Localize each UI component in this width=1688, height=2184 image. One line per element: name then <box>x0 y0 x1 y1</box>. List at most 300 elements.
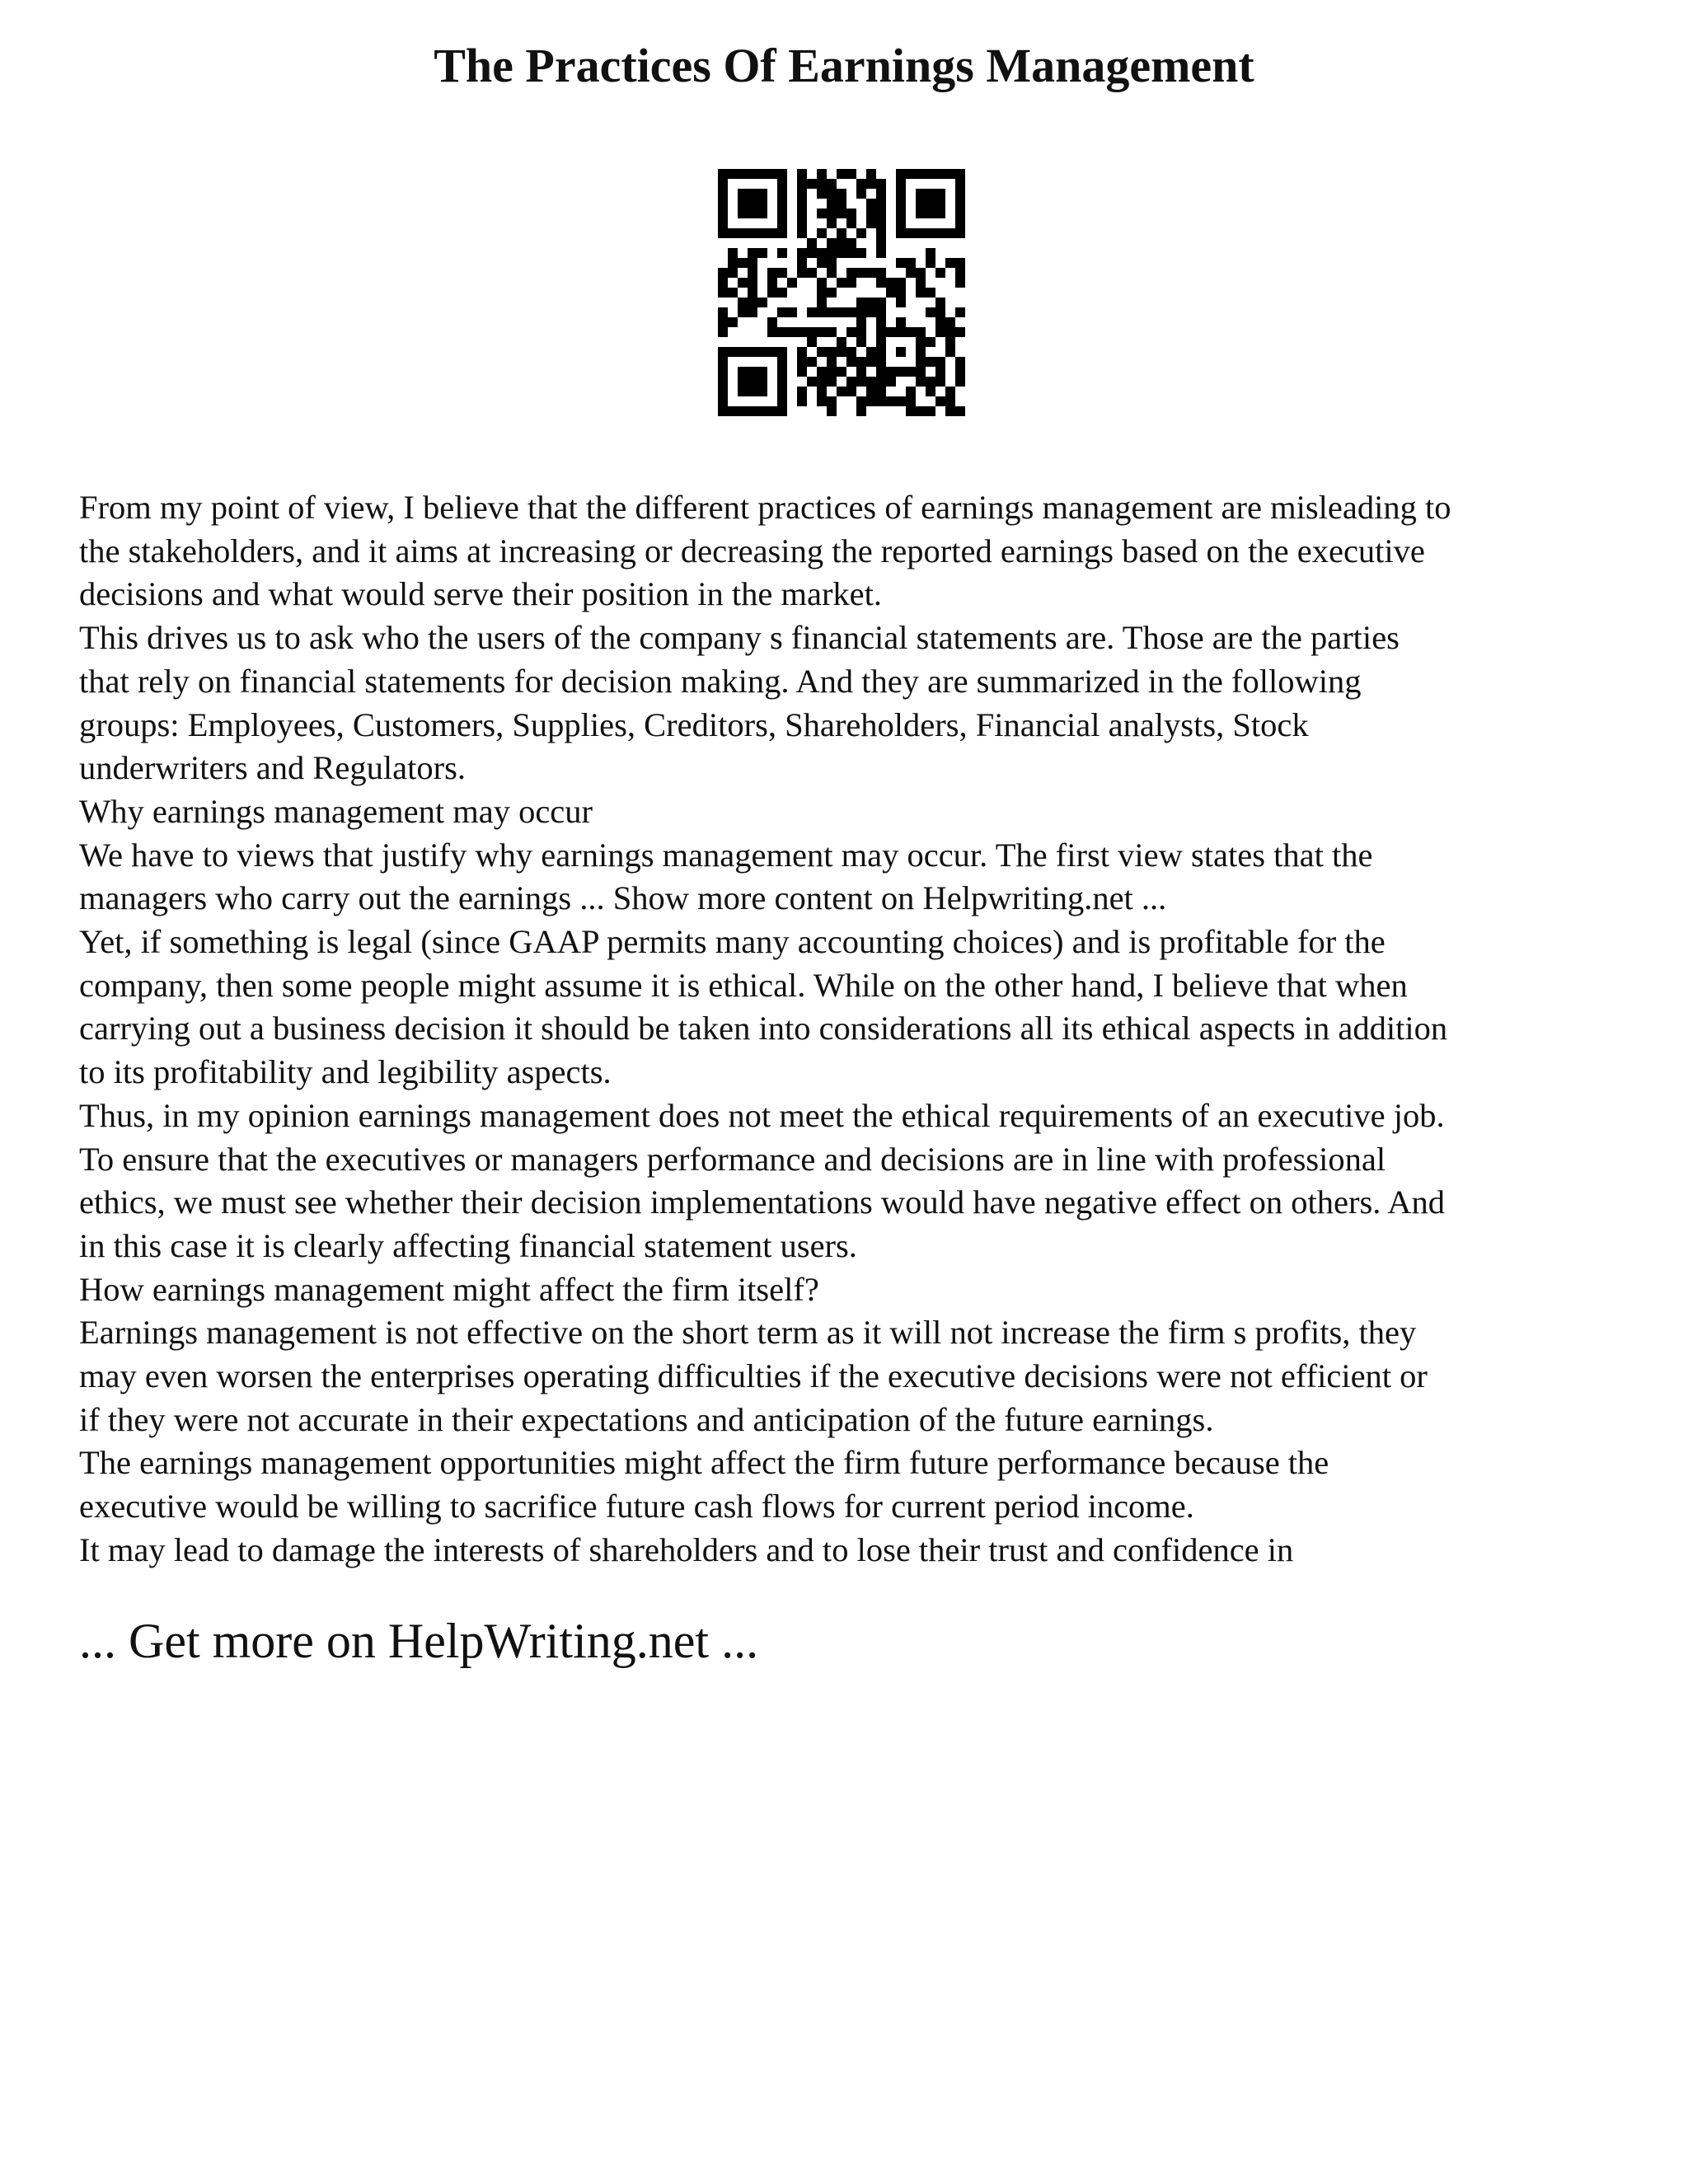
qr-module <box>846 327 856 337</box>
qr-module <box>866 179 876 189</box>
qr-module <box>856 307 866 317</box>
qr-module <box>856 396 866 406</box>
body-line: To ensure that the executives or managers performance and decisions are in line with professional <box>79 1140 1386 1178</box>
qr-module <box>807 179 817 189</box>
qr-module <box>748 248 757 258</box>
qr-module <box>777 347 787 357</box>
qr-module <box>916 327 926 337</box>
qr-module <box>718 209 728 218</box>
qr-module <box>955 367 965 377</box>
body-line: Earnings management is not effective on the short term as it will not increase the firm s profits, they <box>79 1314 1417 1352</box>
qr-module <box>817 278 827 288</box>
qr-module <box>916 278 926 288</box>
qr-module <box>935 268 945 278</box>
qr-module <box>876 218 886 228</box>
qr-module <box>757 406 767 416</box>
body-line: Why earnings management may occur <box>79 792 593 830</box>
qr-module <box>906 268 916 278</box>
qr-module <box>876 238 886 248</box>
qr-module <box>718 327 728 337</box>
qr-module <box>728 317 738 327</box>
qr-module <box>757 347 767 357</box>
qr-module <box>777 288 787 298</box>
qr-module <box>935 357 945 367</box>
qr-module <box>777 228 787 238</box>
qr-module <box>876 228 886 238</box>
qr-module <box>757 199 767 209</box>
qr-module <box>896 396 906 406</box>
qr-module <box>748 228 757 238</box>
qr-module <box>916 347 926 357</box>
qr-module <box>797 228 807 238</box>
qr-module <box>827 258 837 268</box>
qr-module <box>837 278 846 288</box>
qr-module <box>856 357 866 367</box>
qr-module <box>935 209 945 218</box>
qr-module <box>827 347 837 357</box>
qr-module <box>797 396 807 406</box>
qr-module <box>876 307 886 317</box>
qr-module <box>906 367 916 377</box>
qr-module <box>797 327 807 337</box>
qr-module <box>886 367 896 377</box>
qr-module <box>728 288 738 298</box>
qr-module <box>718 387 728 396</box>
qr-module <box>876 387 886 396</box>
qr-module <box>738 258 748 268</box>
qr-module <box>787 327 797 337</box>
qr-module <box>846 218 856 228</box>
qr-module <box>817 347 827 357</box>
qr-module <box>738 189 748 199</box>
qr-module <box>926 189 935 199</box>
qr-module <box>926 199 935 209</box>
qr-module <box>916 228 926 238</box>
qr-module <box>738 307 748 317</box>
body-line: groups: Employees, Customers, Supplies, Creditors, Shareholders, Financial analysts, Stock <box>79 705 1309 743</box>
qr-module <box>945 228 955 238</box>
qr-module <box>955 406 965 416</box>
qr-module <box>807 327 817 337</box>
qr-module <box>767 169 777 179</box>
body-line: in this case it is clearly affecting financial statement users. <box>79 1226 857 1264</box>
qr-module <box>866 199 876 209</box>
qr-module <box>757 387 767 396</box>
qr-module <box>916 189 926 199</box>
qr-module <box>777 268 787 278</box>
qr-module <box>738 387 748 396</box>
qr-module <box>817 396 827 406</box>
qr-module <box>817 307 827 317</box>
qr-module <box>807 307 817 317</box>
qr-module <box>866 298 876 307</box>
qr-module <box>767 327 777 337</box>
qr-module <box>856 406 866 416</box>
qr-module <box>876 327 886 337</box>
qr-module <box>876 179 886 189</box>
qr-module <box>916 406 926 416</box>
qr-module <box>935 367 945 377</box>
qr-module <box>767 288 777 298</box>
body-line: underwriters and Regulators. <box>79 749 466 787</box>
qr-module <box>757 189 767 199</box>
qr-module <box>807 238 817 248</box>
qr-module <box>817 189 827 199</box>
qr-module <box>896 199 906 209</box>
qr-module <box>777 199 787 209</box>
qr-module <box>718 347 728 357</box>
qr-module <box>955 278 965 288</box>
qr-module <box>748 258 757 268</box>
qr-module <box>817 179 827 189</box>
body-line: may even worsen the enterprises operating difficulties if the executive decisions were not efficient or <box>79 1357 1428 1395</box>
qr-module <box>738 406 748 416</box>
qr-module <box>827 307 837 317</box>
qr-module <box>935 298 945 307</box>
qr-module <box>718 357 728 367</box>
qr-module <box>856 268 866 278</box>
qr-module <box>728 248 738 258</box>
qr-module <box>906 228 916 238</box>
qr-module <box>856 337 866 347</box>
qr-module <box>827 199 837 209</box>
qr-module <box>876 396 886 406</box>
qr-module <box>827 288 837 298</box>
qr-module <box>866 307 876 317</box>
qr-module <box>797 357 807 367</box>
qr-module <box>876 377 886 387</box>
body-line: How earnings management might affect the firm itself? <box>79 1270 819 1308</box>
qr-module <box>807 268 817 278</box>
qr-module <box>797 347 807 357</box>
qr-module <box>787 307 797 317</box>
qr-module <box>926 337 935 347</box>
qr-module <box>748 298 757 307</box>
qr-module <box>886 396 896 406</box>
qr-module <box>896 317 906 327</box>
body-line: The earnings management opportunities might affect the firm future performance because the <box>79 1444 1329 1482</box>
qr-module <box>876 367 886 377</box>
qr-module <box>916 199 926 209</box>
qr-module <box>718 367 728 377</box>
qr-module <box>748 169 757 179</box>
qr-module <box>837 367 846 377</box>
qr-module <box>866 347 876 357</box>
qr-module <box>935 228 945 238</box>
qr-module <box>748 307 757 317</box>
qr-module <box>896 258 906 268</box>
qr-module <box>757 298 767 307</box>
body-line: We have to views that justify why earnings management may occur. The first view states that the <box>79 836 1373 874</box>
qr-module <box>876 347 886 357</box>
qr-module <box>797 169 807 179</box>
qr-module <box>817 367 827 377</box>
qr-module <box>896 367 906 377</box>
qr-module <box>866 387 876 396</box>
qr-module <box>896 327 906 337</box>
document-body <box>79 486 1645 1572</box>
qr-module <box>718 228 728 238</box>
qr-module <box>738 278 748 288</box>
qr-module <box>757 228 767 238</box>
qr-module <box>945 406 955 416</box>
qr-code-graphic <box>718 169 965 416</box>
qr-module <box>945 396 955 406</box>
qr-module <box>757 169 767 179</box>
qr-module <box>837 199 846 209</box>
qr-module <box>728 169 738 179</box>
qr-module <box>797 209 807 218</box>
qr-module <box>906 169 916 179</box>
qr-module <box>777 377 787 387</box>
qr-module <box>846 377 856 387</box>
qr-module <box>896 347 906 357</box>
qr-module <box>935 396 945 406</box>
qr-module <box>926 228 935 238</box>
qr-module <box>827 396 837 406</box>
qr-module <box>935 327 945 337</box>
qr-module <box>827 377 837 387</box>
qr-module <box>837 209 846 218</box>
qr-module <box>797 367 807 377</box>
body-line: Yet, if something is legal (since GAAP permits many accounting choices) and is profitable for the <box>79 923 1386 961</box>
qr-module <box>945 387 955 396</box>
qr-module <box>817 209 827 218</box>
qr-module <box>926 406 935 416</box>
qr-module <box>728 347 738 357</box>
qr-module <box>748 367 757 377</box>
qr-module <box>856 298 866 307</box>
qr-module <box>777 248 787 258</box>
qr-module <box>767 406 777 416</box>
qr-module <box>856 179 866 189</box>
qr-module <box>876 209 886 218</box>
qr-module <box>856 317 866 327</box>
qr-module <box>748 406 757 416</box>
qr-module <box>945 347 955 357</box>
qr-module <box>817 327 827 337</box>
qr-module <box>886 377 896 387</box>
qr-module <box>866 396 876 406</box>
qr-module <box>846 387 856 396</box>
qr-module <box>718 278 728 288</box>
qr-module <box>718 268 728 278</box>
qr-module <box>807 377 817 387</box>
qr-module <box>935 169 945 179</box>
qr-module <box>846 248 856 258</box>
qr-module <box>935 189 945 199</box>
qr-module <box>926 248 935 258</box>
qr-module <box>846 307 856 317</box>
qr-module <box>906 396 916 406</box>
body-line: if they were not accurate in their expectations and anticipation of the future earnings. <box>79 1400 1214 1438</box>
qr-module <box>837 387 846 396</box>
qr-module <box>837 238 846 248</box>
qr-module <box>728 406 738 416</box>
qr-module <box>757 209 767 218</box>
get-more-link[interactable]: ... Get more on HelpWriting.net ... <box>79 1614 759 1668</box>
qr-module <box>718 189 728 199</box>
qr-module <box>866 218 876 228</box>
qr-module <box>876 268 886 278</box>
qr-module <box>837 307 846 317</box>
qr-module <box>866 268 876 278</box>
body-line: the stakeholders, and it aims at increasing or decreasing the reported earnings based on the executive <box>79 532 1425 569</box>
document-title: The Practices Of Earnings Management <box>434 39 1254 92</box>
body-line: ethics, we must see whether their decision implementations would have negative effect on others. And <box>79 1183 1446 1221</box>
qr-module <box>748 288 757 298</box>
qr-module <box>827 238 837 248</box>
qr-module <box>926 377 935 387</box>
qr-module <box>777 406 787 416</box>
qr-module <box>718 288 728 298</box>
qr-module <box>916 288 926 298</box>
qr-module <box>718 169 728 179</box>
qr-module <box>827 209 837 218</box>
qr-module <box>757 377 767 387</box>
qr-module <box>886 288 896 298</box>
qr-module <box>827 406 837 416</box>
qr-module <box>955 307 965 317</box>
body-line: Thus, in my opinion earnings management does not meet the ethical requirements of an executive job. <box>79 1096 1445 1134</box>
qr-module <box>748 199 757 209</box>
qr-module <box>896 298 906 307</box>
qr-module <box>955 268 965 278</box>
qr-module <box>846 357 856 367</box>
qr-module <box>906 387 916 396</box>
qr-module <box>777 218 787 228</box>
qr-module <box>827 367 837 377</box>
qr-module <box>827 357 837 367</box>
qr-module <box>738 367 748 377</box>
qr-module <box>846 169 856 179</box>
qr-module <box>916 367 926 377</box>
qr-module <box>797 268 807 278</box>
qr-module <box>777 327 787 337</box>
qr-module <box>886 327 896 337</box>
qr-module <box>817 288 827 298</box>
qr-module <box>748 268 757 278</box>
qr-module <box>767 317 777 327</box>
qr-module <box>846 268 856 278</box>
qr-module <box>718 317 728 327</box>
body-line: From my point of view, I believe that the different practices of earnings management are misleading to <box>79 489 1451 526</box>
qr-module <box>827 327 837 337</box>
qr-module <box>827 179 837 189</box>
qr-module <box>797 199 807 209</box>
qr-module <box>846 238 856 248</box>
qr-module <box>866 377 876 387</box>
qr-module <box>748 189 757 199</box>
qr-module <box>777 179 787 189</box>
qr-module <box>866 357 876 367</box>
qr-module <box>748 209 757 218</box>
qr-module <box>916 377 926 387</box>
body-line: It may lead to damage the interests of shareholders and to lose their trust and confidence in <box>79 1530 1294 1568</box>
qr-module <box>777 189 787 199</box>
qr-module <box>777 307 787 317</box>
qr-module <box>827 248 837 258</box>
qr-module <box>748 377 757 387</box>
qr-module <box>797 179 807 189</box>
qr-module <box>777 387 787 396</box>
qr-module <box>896 218 906 228</box>
qr-module <box>837 189 846 199</box>
qr-module <box>856 228 866 238</box>
body-line: carrying out a business decision it should be taken into considerations all its ethical aspects in addition <box>79 1010 1448 1047</box>
qr-module <box>817 258 827 268</box>
qr-module <box>767 347 777 357</box>
body-line: decisions and what would serve their position in the market. <box>79 575 883 613</box>
qr-module <box>896 209 906 218</box>
qr-module <box>767 268 777 278</box>
body-line: that rely on financial statements for decision making. And they are summarized in the following <box>79 662 1362 700</box>
qr-module <box>896 278 906 288</box>
qr-module <box>718 307 728 317</box>
qr-module <box>817 387 827 396</box>
qr-module <box>837 248 846 258</box>
qr-module <box>906 327 916 337</box>
qr-module <box>906 258 916 268</box>
qr-module <box>955 258 965 268</box>
qr-module <box>767 278 777 288</box>
qr-module <box>718 199 728 209</box>
qr-module <box>876 248 886 258</box>
qr-module <box>876 298 886 307</box>
qr-code-icon[interactable] <box>718 169 965 416</box>
qr-module <box>757 248 767 258</box>
qr-module <box>738 209 748 218</box>
qr-module <box>866 169 876 179</box>
qr-module <box>856 248 866 258</box>
qr-module <box>935 307 945 317</box>
qr-module <box>797 248 807 258</box>
qr-module <box>926 209 935 218</box>
qr-module <box>817 377 827 387</box>
body-line: company, then some people might assume it is ethical. While on the other hand, I believe that when <box>79 966 1408 1004</box>
qr-module <box>896 228 906 238</box>
qr-module <box>955 327 965 337</box>
qr-module <box>777 357 787 367</box>
qr-module <box>876 199 886 209</box>
qr-module <box>817 248 827 258</box>
qr-module <box>886 278 896 288</box>
qr-module <box>856 377 866 387</box>
qr-module <box>718 377 728 387</box>
qr-module <box>935 377 945 387</box>
qr-module <box>797 258 807 268</box>
qr-module <box>777 209 787 218</box>
qr-module <box>876 317 886 327</box>
qr-module <box>955 209 965 218</box>
qr-module <box>876 337 886 347</box>
qr-module <box>926 169 935 179</box>
qr-module <box>718 179 728 189</box>
qr-module <box>827 218 837 228</box>
qr-module <box>866 209 876 218</box>
qr-module <box>728 268 738 278</box>
qr-module <box>926 387 935 396</box>
qr-module <box>748 347 757 357</box>
qr-module <box>718 218 728 228</box>
qr-module <box>846 347 856 357</box>
qr-module <box>876 357 886 367</box>
qr-module <box>738 347 748 357</box>
qr-module <box>846 278 856 288</box>
qr-module <box>945 317 955 327</box>
qr-module <box>896 179 906 189</box>
qr-module <box>837 347 846 357</box>
